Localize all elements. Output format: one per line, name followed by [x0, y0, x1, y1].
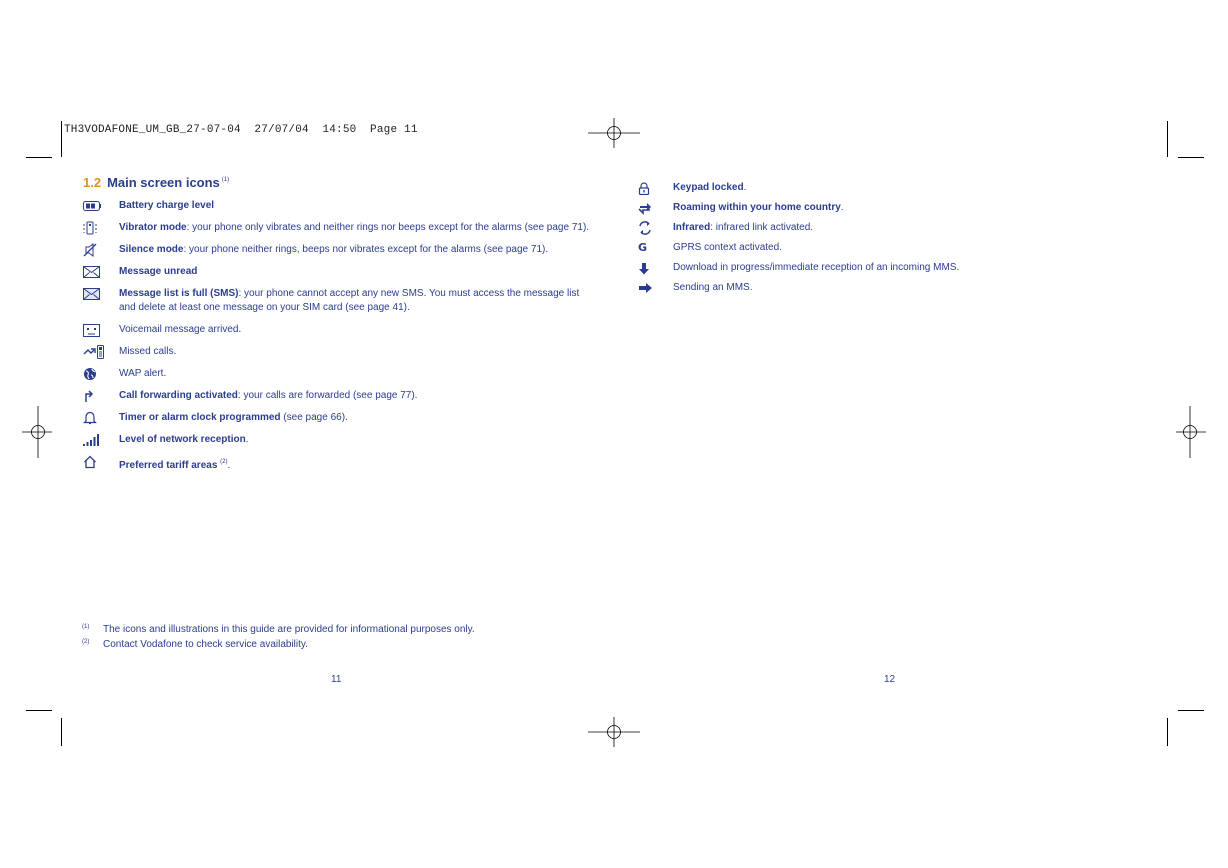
entry-text: : infrared link activated. [710, 222, 814, 233]
list-item [83, 199, 595, 213]
entry-text: WAP alert. [119, 368, 167, 379]
registration-mark [588, 717, 640, 747]
crop-mark [26, 157, 52, 158]
list-item [83, 455, 595, 473]
gprs-glyph: G [638, 241, 648, 254]
vibrator-icon [83, 221, 119, 235]
battery-icon [83, 199, 119, 213]
list-item [83, 265, 595, 279]
entry-text: . [743, 182, 747, 193]
list-item [638, 241, 1058, 255]
gprs-icon [638, 241, 673, 255]
bell-icon [83, 411, 119, 425]
entry-title: Battery charge level [119, 200, 215, 211]
list-item [83, 367, 595, 381]
list-item [638, 181, 1058, 195]
footnote-text: The icons and illustrations in this guide are provided for informational purposes only. [103, 624, 475, 635]
section-heading [83, 175, 229, 190]
voicemail-icon [83, 323, 119, 337]
entry-text: . [245, 434, 249, 445]
entry-text: Download in progress/immediate reception of an incoming MMS. [673, 262, 960, 273]
entry-title: Keypad locked [673, 182, 744, 193]
entry-text: (see page 66). [280, 412, 348, 423]
entry-title: Message unread [119, 266, 198, 277]
footnote-ref: (1) [221, 177, 230, 183]
section-title: Main screen icons [107, 175, 220, 190]
roaming-icon [638, 201, 673, 215]
list-item [638, 261, 1058, 275]
crop-mark [26, 710, 52, 711]
entry-text: : your calls are forwarded (see page 77). [237, 390, 418, 401]
entry-title: Message list is full (SMS) [119, 288, 239, 299]
crop-mark [1167, 121, 1168, 157]
entry-text: Voicemail message arrived. [119, 324, 242, 335]
padlock-icon [638, 181, 673, 195]
entry-text: . [227, 460, 231, 471]
list-item [83, 243, 595, 257]
entry-title: Infrared [673, 222, 711, 233]
entry-title: Preferred tariff areas [119, 460, 218, 471]
list-item [638, 201, 1058, 215]
footnote-mark: (2) [82, 639, 90, 645]
entry-title: Silence mode [119, 244, 184, 255]
globe-icon [83, 367, 119, 381]
crop-mark [1178, 710, 1204, 711]
page-number-right: 12 [884, 674, 896, 685]
crop-mark [1167, 718, 1168, 746]
entry-text: GPRS context activated. [673, 242, 782, 253]
crop-mark [61, 718, 62, 746]
entry-title: Timer or alarm clock programmed [119, 412, 281, 423]
crop-mark [1178, 157, 1204, 158]
list-item [83, 323, 595, 337]
footnote-mark: (1) [82, 624, 90, 630]
footnote-ref: (2) [220, 459, 228, 465]
list-item [83, 221, 595, 235]
entry-title: Level of network reception [119, 434, 246, 445]
footnote-text: Contact Vodafone to check service availability. [103, 639, 308, 650]
list-item [83, 287, 595, 315]
registration-mark [22, 406, 52, 458]
section-number: 1.2 [83, 175, 102, 190]
left-icon-list [83, 199, 595, 481]
entry-text: : your phone only vibrates and neither rings nor beeps except for the alarms (see page 71). [186, 222, 590, 233]
entry-text: : your phone cannot accept any new SMS. You must access the message list and delete at least one message on your SIM card (see page 41). [119, 288, 580, 313]
list-item [83, 345, 595, 359]
entry-title: Roaming within your home country [673, 202, 841, 213]
list-item [83, 411, 595, 425]
list-item [638, 221, 1058, 235]
page-number-left: 11 [331, 674, 342, 685]
download-arrow-icon [638, 261, 673, 275]
send-arrow-icon [638, 281, 673, 295]
registration-mark [1176, 406, 1206, 458]
entry-text: . [840, 202, 844, 213]
crop-mark [61, 121, 62, 157]
entry-text: Sending an MMS. [673, 282, 753, 293]
list-item [83, 433, 595, 447]
house-icon [83, 455, 119, 469]
call-forward-icon [83, 389, 119, 403]
footnote [82, 622, 475, 637]
envelope-icon [83, 265, 119, 279]
list-item [638, 281, 1058, 295]
entry-title: Call forwarding activated [119, 390, 238, 401]
right-icon-list [638, 181, 1058, 301]
footnote [82, 637, 475, 652]
entry-title: Vibrator mode [119, 222, 187, 233]
footnotes [82, 622, 475, 652]
infrared-icon [638, 221, 673, 235]
entry-text: : your phone neither rings, beeps nor vibrates except for the alarms (see page 71). [183, 244, 549, 255]
printer-slug: TH3VODAFONE_UM_GB_27-07-04 27/07/04 14:50 Page 11 [64, 124, 418, 136]
signal-icon [83, 433, 119, 447]
envelope-full-icon [83, 287, 119, 301]
missed-call-icon [83, 345, 119, 359]
silence-icon [83, 243, 119, 257]
registration-mark [588, 118, 640, 148]
entry-text: Missed calls. [119, 346, 177, 357]
list-item [83, 389, 595, 403]
